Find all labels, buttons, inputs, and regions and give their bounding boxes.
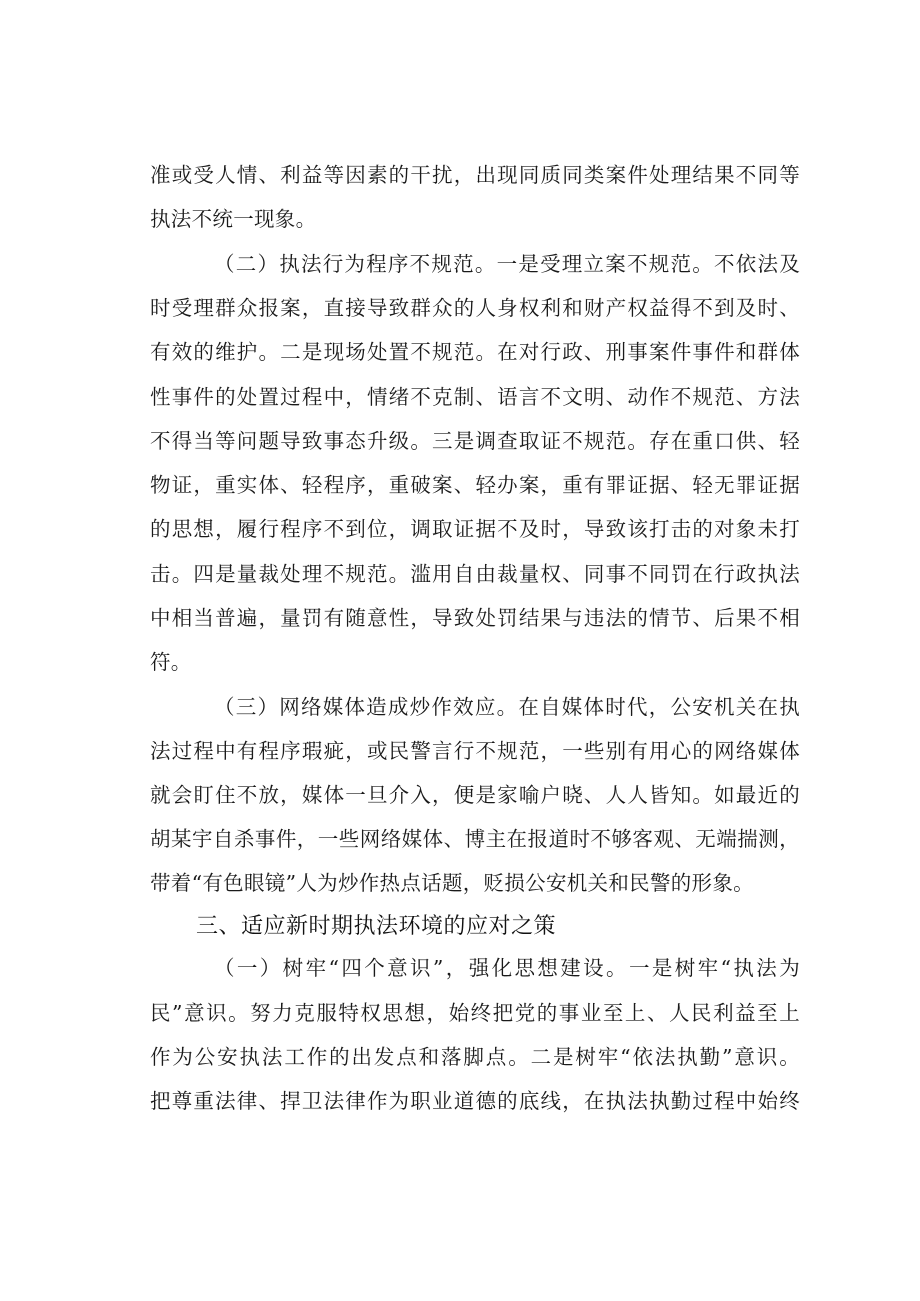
text-line: 法过程中有程序瑕疵，或民警言行不规范，一些别有用心的网络媒体: [150, 739, 800, 763]
text-line: 物证，重实体、轻程序，重破案、轻办案，重有罪证据、轻无罪证据: [150, 473, 800, 497]
text-line: 作为公安执法工作的出发点和落脚点。二是树牢“依法执勤”意识。: [150, 1045, 800, 1069]
paragraph-start-line: （二）执法行为程序不规范。一是受理立案不规范。不依法及: [214, 252, 800, 276]
text-line: 民”意识。努力克服特权思想，始终把党的事业至上、人民利益至上: [150, 1001, 800, 1025]
text-line: 中相当普遍，量罚有随意性，导致处罚结果与违法的情节、后果不相: [150, 606, 800, 630]
text-line: 准或受人情、利益等因素的干扰，出现同质同类案件处理结果不同等: [150, 163, 800, 187]
text-line: 就会盯住不放，媒体一旦介入，便是家喻户晓、人人皆知。如最近的: [150, 783, 800, 807]
text-line: 不得当等问题导致事态升级。三是调查取证不规范。存在重口供、轻: [150, 429, 800, 453]
text-line: 性事件的处置过程中，情绪不克制、语言不文明、动作不规范、方法: [150, 385, 800, 409]
text-line: 带着“有色眼镜”人为炒作热点话题，贬损公安机关和民警的形象。: [150, 871, 754, 895]
paragraph-start-line: （三）网络媒体造成炒作效应。在自媒体时代，公安机关在执: [214, 695, 800, 719]
paragraph-start-line: （一）树牢“四个意识”，强化思想建设。一是树牢“执法为: [214, 956, 800, 980]
section-heading: 三、适应新时期执法环境的应对之策: [196, 914, 557, 939]
text-line: 胡某宇自杀事件，一些网络媒体、博主在报道时不够客观、无端揣测，: [150, 827, 800, 851]
text-line: 的思想，履行程序不到位，调取证据不及时，导致该打击的对象未打: [150, 517, 800, 541]
text-line: 执法不统一现象。: [150, 207, 317, 231]
text-line: 符。: [150, 650, 192, 674]
text-line: 有效的维护。二是现场处置不规范。在对行政、刑事案件事件和群体: [150, 340, 800, 364]
text-line: 时受理群众报案，直接导致群众的人身权利和财产权益得不到及时、: [150, 296, 800, 320]
text-line: 击。四是量裁处理不规范。滥用自由裁量权、同事不同罚在行政执法: [150, 562, 800, 586]
text-line: 把尊重法律、捍卫法律作为职业道德的底线，在执法执勤过程中始终: [150, 1089, 800, 1113]
